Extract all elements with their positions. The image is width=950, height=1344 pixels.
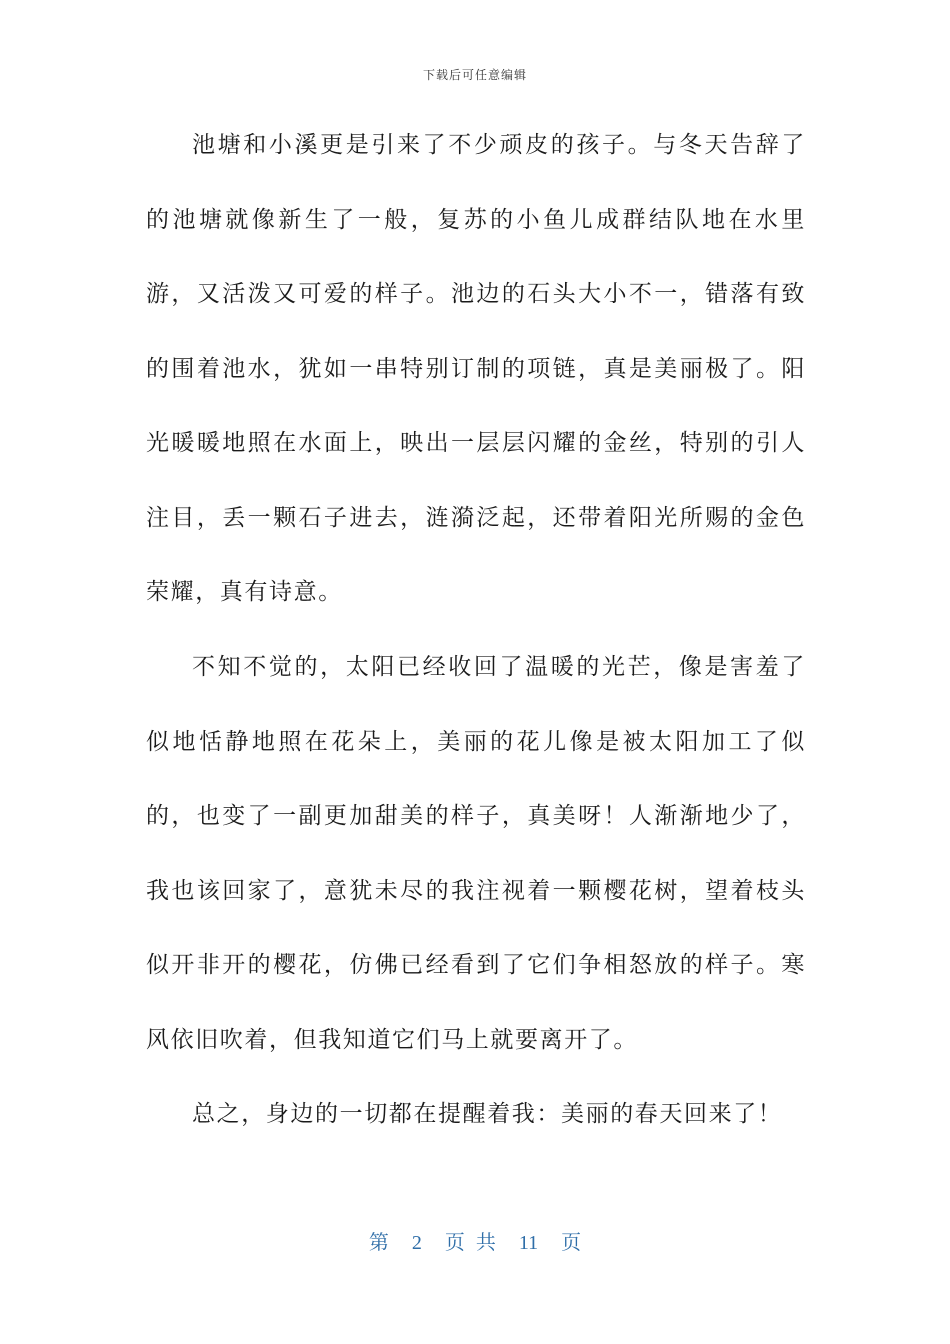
current-page-number: 2 — [411, 1232, 422, 1254]
footer-suffix: 页 — [561, 1232, 582, 1254]
paragraph-pond — [146, 108, 806, 630]
footer-prefix: 第 — [368, 1232, 389, 1254]
paragraph-text: 不知不觉的，太阳已经收回了温暖的光芒，像是害羞了似地恬静地照在花朵上，美丽的花儿像是被太阳加工了似的，也变了一副更加甜美的样子，真美呀！人渐渐地少了，我也该回家了，意犹未尽的我注视着一颗樱花树，望着枝头似开非开的樱花，仿佛已经看到了它们争相怒放的样子。寒风依旧吹着，但我知道它们马上就要离开了。 — [146, 654, 806, 1053]
paragraph-text: 总之，身边的一切都在提醒着我：美丽的春天回来了！ — [192, 1101, 783, 1127]
paragraph-text: 池塘和小溪更是引来了不少顽皮的孩子。与冬天告辞了的池塘就像新生了一般，复苏的小鱼儿成群结队地在水里游，又活泼又可爱的样子。池边的石头大小不一，错落有致的围着池水，犹如一串特别订制的项链，真是美丽极了。阳光暖暖地照在水面上，映出一层层闪耀的金丝，特别的引人注目，丢一颗石子进去，涟漪泛起，还带着阳光所赐的金色荣耀，真有诗意。 — [146, 132, 806, 605]
paragraph-conclusion — [146, 1077, 806, 1152]
page-header: 下载后可任意编辑 — [422, 68, 527, 82]
total-page-count: 11 — [518, 1232, 539, 1254]
footer-middle: 页 共 — [444, 1232, 496, 1254]
paragraph-sunset — [146, 630, 806, 1077]
page-number-footer — [0, 1226, 950, 1255]
